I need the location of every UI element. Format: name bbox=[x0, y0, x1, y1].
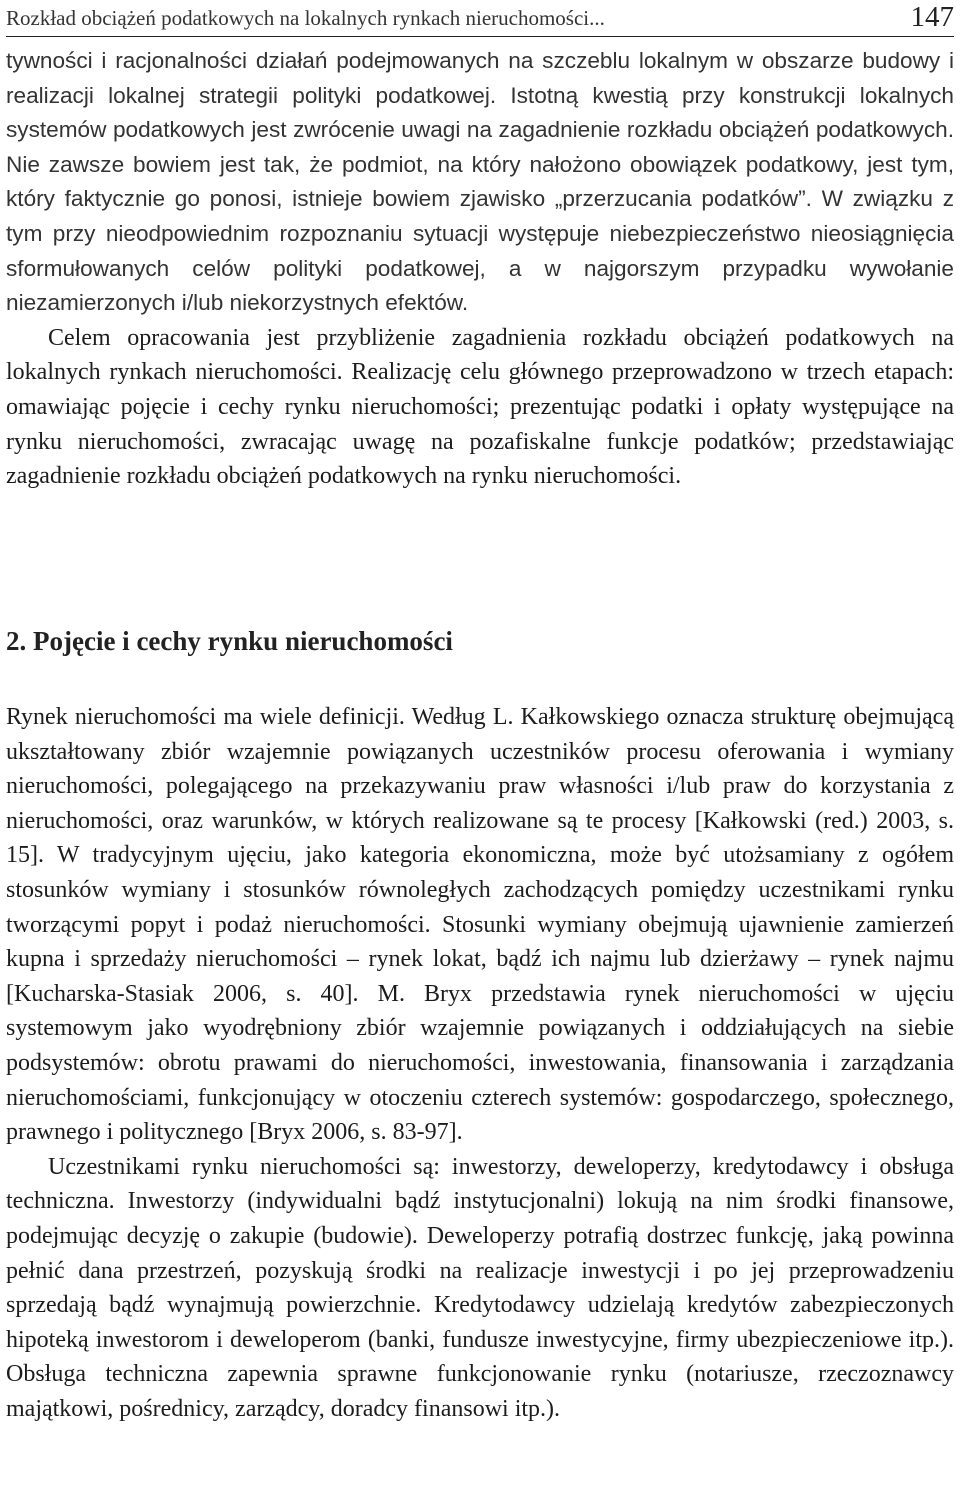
section-paragraph-1: Rynek nieruchomości ma wiele definicji. Według L. Kałkowskiego oznacza strukturę obejmującą ukształtowany zbiór wzajemnie powiązanych uczestników procesu oferowania i wymiany nieruchomości, polegającego na przekazywaniu praw własności i/lub praw do korzystania z nieruchomości, oraz warunków, w których realizowane są te procesy [Kałkowski (red.) 2003, s. 15]. W tradycyjnym ujęciu, jako kategoria ekonomiczna, może być utożsamiany z ogółem stosunków wymiany i stosunków równoległych zachodzących pomiędzy uczestnikami rynku tworzącymi popyt i podaż nieruchomości. Stosunki wymiany obejmują ujawnienie zamierzeń kupna i sprzedaży nieruchomości – rynek lokat, bądź ich najmu lub dzierżawy – rynek najmu [Kucharska-Stasiak 2006, s. 40]. M. Bryx przedstawia rynek nieruchomości w ujęciu systemowym jako wyodrębniony zbiór wzajemnie powiązanych i oddziałujących na siebie podsystemów: obrotu prawami do nieruchomości, inwestowania, finansowania i zarządzania nieruchomościami, funkcjonujący w otoczeniu czterech systemów: gospodarczego, społecznego, prawnego i politycznego [Bryx 2006, s. 83-97]. bbox=[6, 704, 954, 1146]
running-header bbox=[6, 1, 954, 37]
page-number: 147 bbox=[910, 1, 954, 33]
section-heading: 2. Pojęcie i cechy rynku nieruchomości bbox=[6, 626, 453, 656]
running-title: Rozkład obciążeń podatkowych na lokalnych rynkach nieruchomości... bbox=[6, 6, 605, 30]
intro-paragraph-2: Celem opracowania jest przybliżenie zagadnienia rozkładu obciążeń podatkowych na lokalnych rynkach nieruchomości. Realizację celu głównego przeprowadzono w trzech etapach: omawiając pojęcie i cechy rynku nieruchomości; prezentując podatki i opłaty występujące na rynku nieruchomości, zwracając uwagę na pozafiskalne funkcje podatków; przedstawiając zagadnienie rozkładu obciążeń podatkowych na rynku nieruchomości. bbox=[6, 324, 954, 490]
section-paragraph-2: Uczestnikami rynku nieruchomości są: inwestorzy, deweloperzy, kredytodawcy i obsługa techniczna. Inwestorzy (indywidualni bądź instytucjonalni) lokują na nim środki finansowe, podejmując decyzję o zakupie (budowie). Deweloperzy potrafią dostrzec funkcję, jaką powinna pełnić dana przestrzeń, pozyskują środki na realizacje inwestycji i po jej przeprowadzeniu sprzedają bądź wynajmują powierzchnie. Kredytodawcy udzielają kredytów zabezpieczonych hipoteką inwestorom i deweloperom (banki, fundusze inwestycyjne, firmy ubezpieczeniowe itp.). Obsługa techniczna zapewnia sprawne funkcjonowanie rynku (notariusze, rzeczoznawcy majątkowi, pośrednicy, zarządcy, doradcy finansowi itp.). bbox=[6, 1153, 954, 1422]
intro-text bbox=[6, 44, 954, 494]
section-2 bbox=[6, 626, 954, 657]
section-2-body bbox=[6, 700, 954, 1426]
intro-paragraph-1: tywności i racjonalności działań podejmowanych na szczeblu lokalnym w obszarze budowy i realizacji lokalnej strategii polityki podatkowej. Istotną kwestią przy konstrukcji lokalnych systemów podatkowych jest zwrócenie uwagi na zagadnienie rozkładu obciążeń podatkowych. Nie zawsze bowiem jest tak, że podmiot, na który nałożono obowiązek podatkowy, jest tym, który faktycznie go ponosi, istnieje bowiem zjawisko „przerzucania podatków”. W związku z tym przy nieodpowiednim rozpoznaniu sytuacji występuje niebezpieczeństwo nieosiągnięcia sformułowanych celów polityki podatkowej, a w najgorszym przypadku wywołanie niezamierzonych i/lub niekorzystnych efektów. bbox=[6, 48, 954, 316]
